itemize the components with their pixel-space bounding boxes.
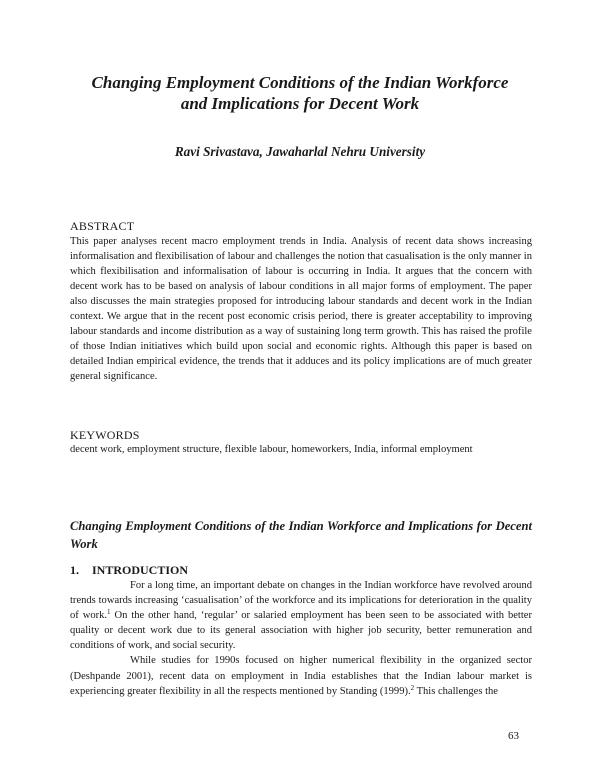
keywords-heading: KEYWORDS [70, 428, 140, 442]
introduction-heading-text: INTRODUCTION [92, 563, 189, 577]
abstract-heading: ABSTRACT [70, 219, 135, 233]
section-title: Changing Employment Conditions of the Indian Workforce and Implications for Decent Work [70, 519, 532, 551]
paragraph-text: For a long time, an important debate on changes in the Indian workforce have revolved around trends towards increasing ‘casualisation’ of the workforce and its implications for deterioration in the quality of work. [70, 580, 532, 622]
paper-title [60, 72, 540, 114]
introduction-heading [70, 563, 188, 577]
body-paragraph [70, 653, 532, 698]
author-affiliation: Ravi Srivastava, Jawaharlal Nehru University [174, 144, 426, 159]
section-number: 1. [70, 563, 79, 577]
paragraph-text: While studies for 1990s focused on higher numerical flexibility in the organized sector (Deshpande 2001), recent data on employment in India establishes that the Indian labour market is experiencing greater flexibility in all the respects mentioned by Standing (1999). [70, 655, 532, 697]
footnote-marker[interactable]: 2 [410, 683, 415, 692]
abstract-text: This paper analyses recent macro employment trends in India. Analysis of recent data shows increasing informalisation and flexibilisation of labour and challenges the notion that casualisation is the only manner in which flexibilisation and informalisation of labour is occurring in India. It argues that the concern with decent work has to be based on analysis of labour conditions in all major forms of employment. The paper also discusses the main strategies proposed for introducing labour standards and decent work in the Indian context. We argue that in the recent post economic crisis period, there is greater acceptability to improving labour standards and income distribution as a way of sustaining long term growth. This has raised the profile of those Indian initiatives which build upon social and economic rights. Although this paper is based on detailed Indian empirical evidence, the trends that it adduces and its policy implications are of much greater general significance. [70, 236, 532, 383]
page-number: 63 [508, 730, 519, 742]
title-line-2: and Implications for Decent Work [180, 94, 420, 113]
introduction-body [70, 578, 532, 699]
footnote-marker[interactable]: 1 [107, 608, 111, 617]
keywords-text: decent work, employment structure, flexible labour, homeworkers, India, informal employment [70, 444, 473, 455]
body-paragraph [70, 578, 532, 653]
paragraph-text: This challenges the [414, 685, 498, 697]
title-line-1: Changing Employment Conditions of the Indian Workforce [91, 73, 509, 92]
paragraph-text: On the other hand, ‘regular’ or salaried employment has been seen to be associated with better quality or decent work due to its general association with higher job security, better remuneration and conditions of work, and social security. [70, 610, 532, 652]
